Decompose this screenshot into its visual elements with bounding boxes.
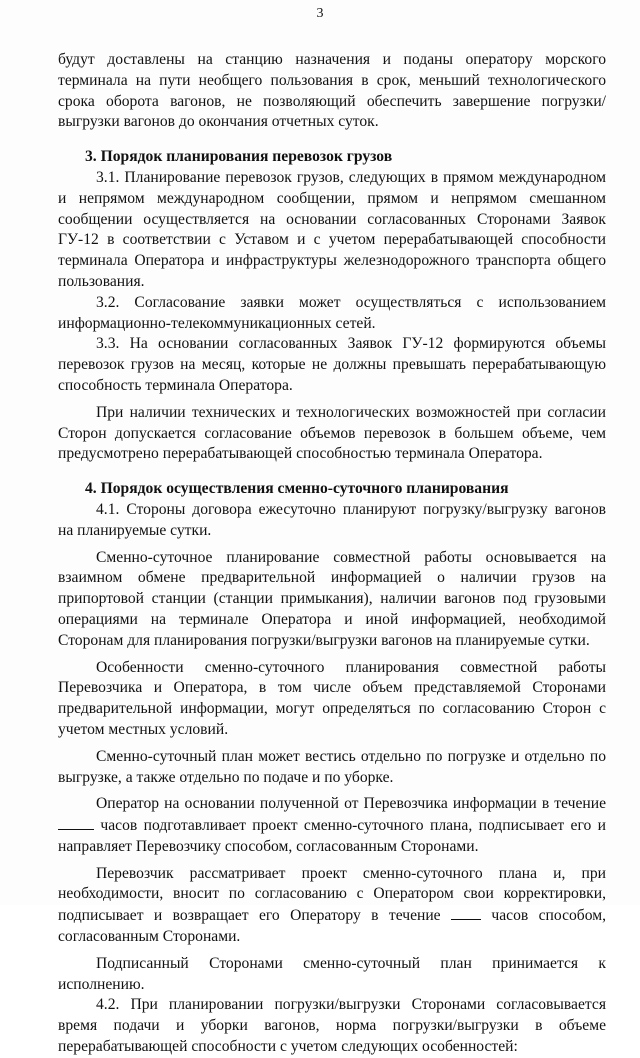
paragraph-4-1-f-end: часов способом, согласованным Сторонами.: [58, 907, 606, 946]
paragraph-4-1-b: Сменно-суточное планирование совместной работы основывается на взаимном обмене предварительной информацией о наличии грузов на припортовой станции (станции примыкания), наличии вагонов под грузовыми операциями на терминале Оператора и иной информацией, необходимой Сторонам для планирования погрузки/выгрузки вагонов на планируемые сутки.: [58, 548, 606, 649]
section-3-heading: 3. Порядок планирования перевозок грузов: [85, 148, 393, 166]
blank-field: [58, 815, 94, 830]
paragraph-4-1-e-start: Оператор на основании полученной от Перевозчика информации в течение: [96, 795, 606, 813]
page-number: 3: [316, 6, 324, 21]
paragraph: будут доставлены на станцию назначения и поданы оператору морского терминала на пути необщего пользования в срок, меньший технологического срока оборота вагонов, не позволяющий обеспечить завершение погрузки/выгрузки вагонов до окончания отчетных суток.: [58, 51, 606, 131]
paragraph-3-4: При наличии технических и технологических возможностей при согласии Сторон допускается согласование объемов перевозок в большем объеме, чем предусмотрено перерабатывающей способностью терминала Оператора.: [58, 403, 606, 463]
paragraph-3-3: 3.3. На основании согласованных Заявок ГУ-12 формируются объемы перевозок грузов на месяц, которые не должны превышать перерабатывающую способность терминала Оператора.: [58, 335, 606, 394]
paragraph-4-1: 4.1. Стороны договора ежесуточно планируют погрузку/выгрузку вагонов на планируемые сутки.: [58, 500, 606, 539]
paragraph-4-1-e-end: часов подготавливает проект сменно-суточного плана, подписывает его и направляет Перевозчику способом, согласованным Сторонами.: [58, 817, 606, 855]
paragraph-4-2: 4.2. При планировании погрузки/выгрузки Сторонами согласовывается время подачи и уборки вагонов, норма погрузки/выгрузки в объеме перерабатывающей способности с учетом следующих особенностей:: [58, 996, 606, 1056]
paragraph-4-1-f-start: Перевозчик рассматривает проект сменно-суточного плана и, при необходимости, вносит по согласованию с Оператором свои корректировки, подписывает и возвращает его Оператору в течение: [58, 864, 606, 925]
paragraph-3-2: 3.2. Согласование заявки может осуществляться с использованием информационно-телекоммуникационных сетей.: [58, 293, 606, 332]
paragraph-4-1-e: [58, 794, 606, 857]
blank-field: [451, 905, 481, 920]
paragraph-4-1-f: [58, 864, 606, 948]
section-4-heading: 4. Порядок осуществления сменно-суточного планирования: [85, 480, 509, 498]
paragraph-3-1: 3.1. Планирование перевозок грузов, следующих в прямом международном и непрямом международном сообщении, прямом и непрямом смешанном сообщении осуществляется на основании согласованных Сторонами Заявок ГУ-12 в соответствии с Уставом и с учетом перерабатывающей способности терминала Оператора и инфраструктуры железнодорожного транспорта общего пользования.: [58, 168, 606, 290]
paragraph-4-1-c: Особенности сменно-суточного планирования совместной работы Перевозчика и Оператора, в том числе объем представляемой Сторонами предварительной информации, могут определяться по согласованию Сторон с учетом местных условий.: [58, 658, 606, 738]
paragraph-4-1-g: Подписанный Сторонами сменно-суточный план принимается к исполнению.: [58, 954, 606, 993]
paragraph-4-1-d: Сменно-суточный план может вестись отдельно по погрузке и отдельно по выгрузке, а также отдельно по подаче и по уборке.: [58, 747, 606, 786]
document-body: [58, 50, 606, 1058]
